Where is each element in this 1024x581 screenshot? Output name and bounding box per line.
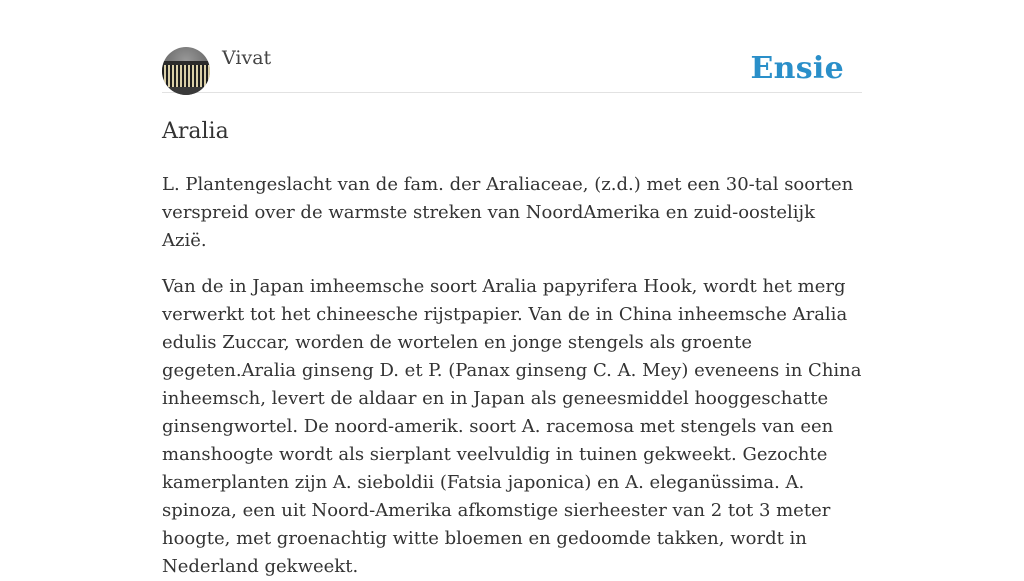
article-header <box>162 0 862 93</box>
article-paragraph: L. Plantengeslacht van de fam. der Araliaceae, (z.d.) met een 30-tal soorten verspreid over de warmste streken van NoordAmerika en zuid-oostelijk Azië. <box>162 174 854 251</box>
author-avatar[interactable] <box>162 47 210 95</box>
avatar-books <box>162 65 210 87</box>
article-page <box>162 0 862 581</box>
avatar-shelf-base <box>162 87 210 95</box>
article-paragraph: Van de in Japan imheemsche soort Aralia papyrifera Hook, wordt het merg verwerkt tot het chineesche rijstpapier. Van de in China inheemsche Aralia edulis Zuccar, worden de wortelen en jonge stengels als groente gegeten.Aralia ginseng D. et P. (Panax ginseng C. A. Mey) eveneens in China inheemsch, levert de aldaar en in Japan als geneesmiddel hooggeschatte ginsengwortel. De noord-amerik. soort A. racemosa met stengels van een manshoogte wordt als sierplant veelvuldig in tuinen gekweekt. Gezochte kamerplanten zijn A. sieboldii (Fatsia japonica) en A. eleganüssima. A. spinoza, een uit Noord-Amerika afkomstige sierheester van 2 tot 3 meter hoogte, met groenachtig witte bloemen en gedoomde takken, wordt in Nederland gekweekt. <box>162 276 862 577</box>
article-title: Aralia <box>162 119 229 144</box>
author-name[interactable]: Vivat <box>222 47 272 69</box>
site-logo[interactable]: Ensie <box>750 51 844 86</box>
